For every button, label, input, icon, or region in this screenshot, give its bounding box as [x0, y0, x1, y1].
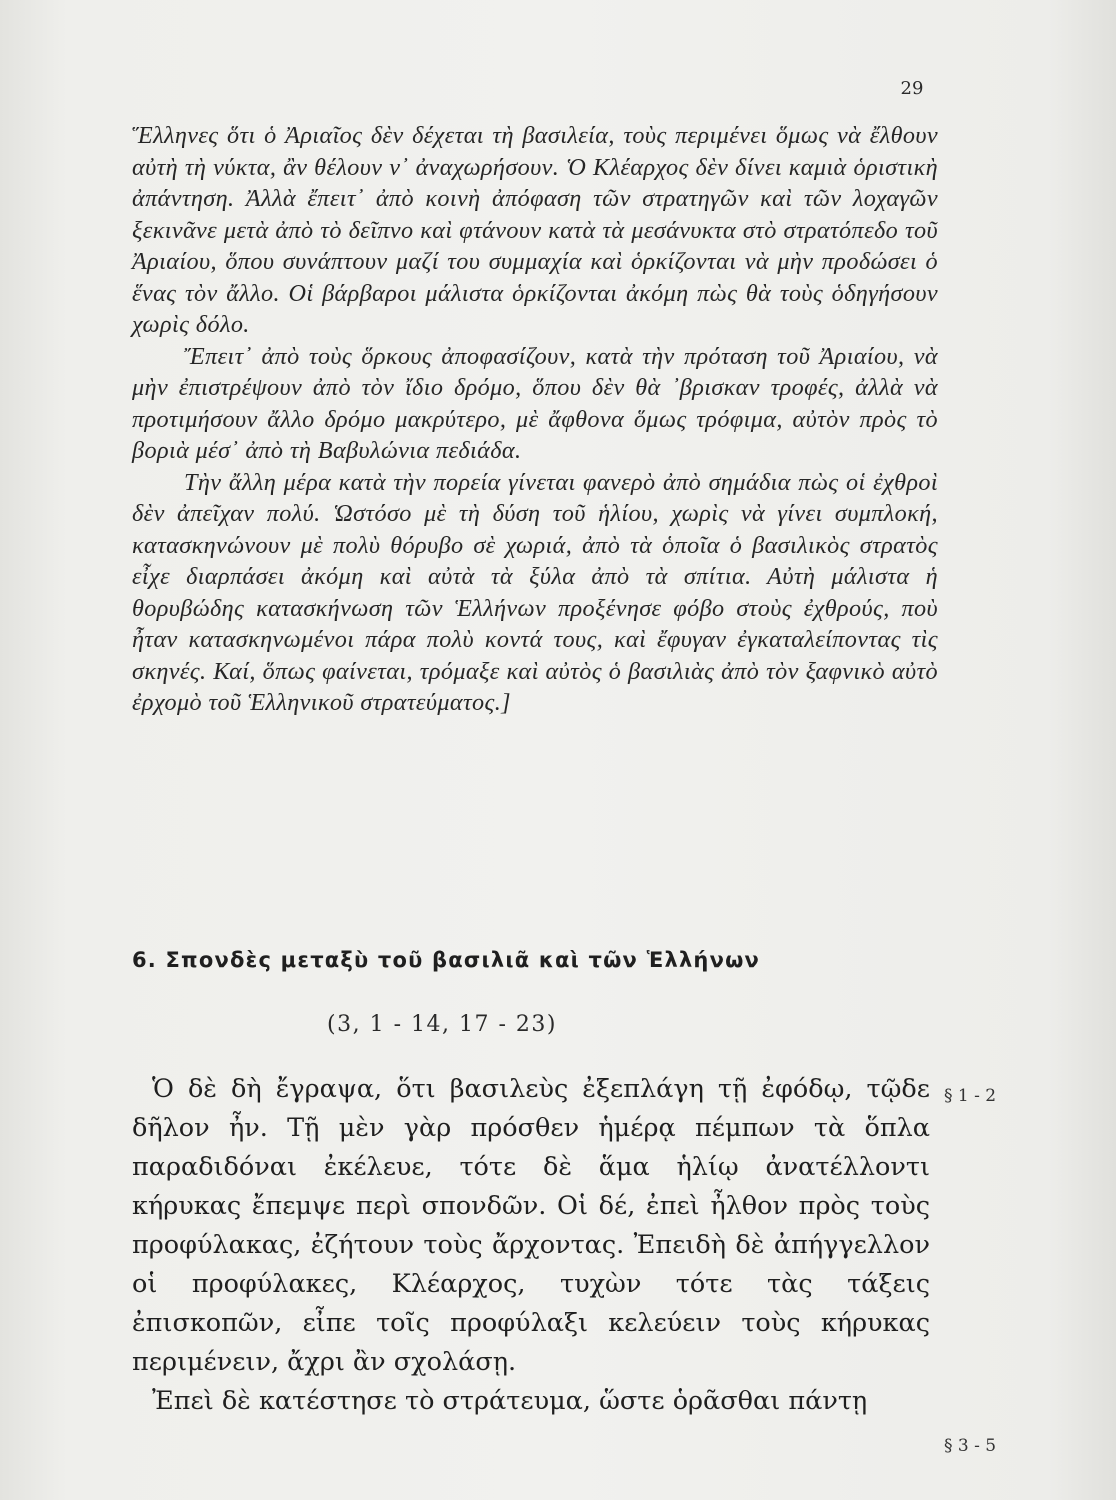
ancient-greek-text	[132, 1070, 930, 1421]
section-reference: (3, 1 - 14, 17 - 23)	[327, 1012, 557, 1037]
section-heading: 6. Σπονδὲς μεταξὺ τοῦ βασιλιᾶ καὶ τῶν Ἑλλήνων	[132, 948, 761, 972]
translation-paragraph: Ἔπειτ᾿ ἀπὸ τοὺς ὅρκους ἀποφασίζουν, κατὰ τὴν πρόταση τοῦ Ἀριαίου, νὰ μὴν ἐπιστρέψουν ἀπὸ τὸν ἴδιο δρόμο, ὅπου δὲν θὰ ᾿βρισκαν τροφές, ἀλλὰ νὰ προτιμήσουν ἄλλο δρόμο μακρύτερο, μὲ ἄφθονα ὅμως τρόφιμα, αὐτὸν πρὸς τὸ βοριὰ μέσ᾿ ἀπὸ τὴ Βαβυλώνια πεδιάδα.	[132, 342, 938, 464]
greek-paragraph: Ὁ δὲ δὴ ἔγραψα, ὅτι βασιλεὺς ἐξεπλάγη τῇ ἐφόδῳ, τῷδε δῆλον ἦν. Τῇ μὲν γὰρ πρόσθεν ἡμέρᾳ πέμπων τὰ ὅπλα παραδιδόναι ἐκέλευε, τότε δὲ ἅμα ἡλίῳ ἀνατέλλοντι κήρυκας ἔπεμψε περὶ σπονδῶν. Οἱ δέ, ἐπεὶ ἦλθον πρὸς τοὺς προφύλακας, ἐζήτουν τοὺς ἄρχοντας. Ἐπειδὴ δὲ ἀπήγγελλον οἱ προφύλακες, Κλέαρχος, τυχὼν τότε τὰς τάξεις ἐπισκοπῶν, εἶπε τοῖς προφύλαξι κελεύειν τοὺς κήρυκας περιμένειν, ἄχρι ἂν σχολάσῃ.	[132, 1074, 930, 1377]
page-number: 29	[900, 78, 924, 99]
translation-text	[132, 120, 938, 719]
margin-reference: § 3 - 5	[944, 1436, 997, 1456]
translation-paragraph: Τὴν ἄλλη μέρα κατὰ τὴν πορεία γίνεται φανερὸ ἀπὸ σημάδια πὼς οἱ ἐχθροὶ δὲν ἀπεῖχαν πολύ. Ὡστόσο μὲ τὴ δύση τοῦ ἡλίου, χωρὶς νὰ γίνει συμπλοκή, κατασκηνώνουν μὲ πολὺ θόρυβο σὲ χωριά, ἀπὸ τὰ ὁποῖα ὁ βασιλικὸς στρατὸς εἶχε διαρπάσει ἀκόμη καὶ αὐτὰ τὰ ξύλα ἀπὸ τὰ σπίτια. Αὐτὴ μάλιστα ἡ θορυβώδης κατασκήνωση τῶν Ἑλλήνων προξένησε φόβο στοὺς ἐχθρούς, ποὺ ἦταν κατασκηνωμένοι πάρα πολὺ κοντά τους, καὶ ἔφυγαν ἐγκαταλείποντας τὶς σκηνές. Καί, ὅπως φαίνεται, τρόμαξε καὶ αὐτὸς ὁ βασιλιὰς ἀπὸ τὸν ξαφνικὸ αὐτὸ ἐρχομὸ τοῦ Ἑλληνικοῦ στρατεύματος.]	[132, 468, 938, 716]
margin-reference: § 1 - 2	[944, 1086, 997, 1106]
greek-paragraph: Ἐπεὶ δὲ κατέστησε τὸ στράτευμα, ὥστε ὁρᾶσθαι πάντῃ	[152, 1386, 868, 1416]
translation-paragraph: Ἕλληνες ὅτι ὁ Ἀριαῖος δὲν δέχεται τὴ βασιλεία, τοὺς περιμένει ὅμως νὰ ἔλθουν αὐτὴ τὴ νύκτα, ἂν θέλουν ν᾿ ἀναχωρήσουν. Ὁ Κλέαρχος δὲν δίνει καμιὰ ὁριστικὴ ἀπάντηση. Ἀλλὰ ἔπειτ᾿ ἀπὸ κοινὴ ἀπόφαση τῶν στρατηγῶν καὶ τῶν λοχαγῶν ξεκινᾶνε μετὰ ἀπὸ τὸ δεῖπνο καὶ φτάνουν κατὰ τὰ μεσάνυκτα στὸ στρατόπεδο τοῦ Ἀριαίου, ὅπου συνάπτουν μαζί του συμμαχία καὶ ὁρκίζονται νὰ μὴν προδώσει ὁ ἕνας τὸν ἄλλο. Οἱ βάρβαροι μάλιστα ὁρκίζονται ἀκόμη πὼς θὰ τοὺς ὁδηγήσουν χωρὶς δόλο.	[132, 122, 938, 338]
